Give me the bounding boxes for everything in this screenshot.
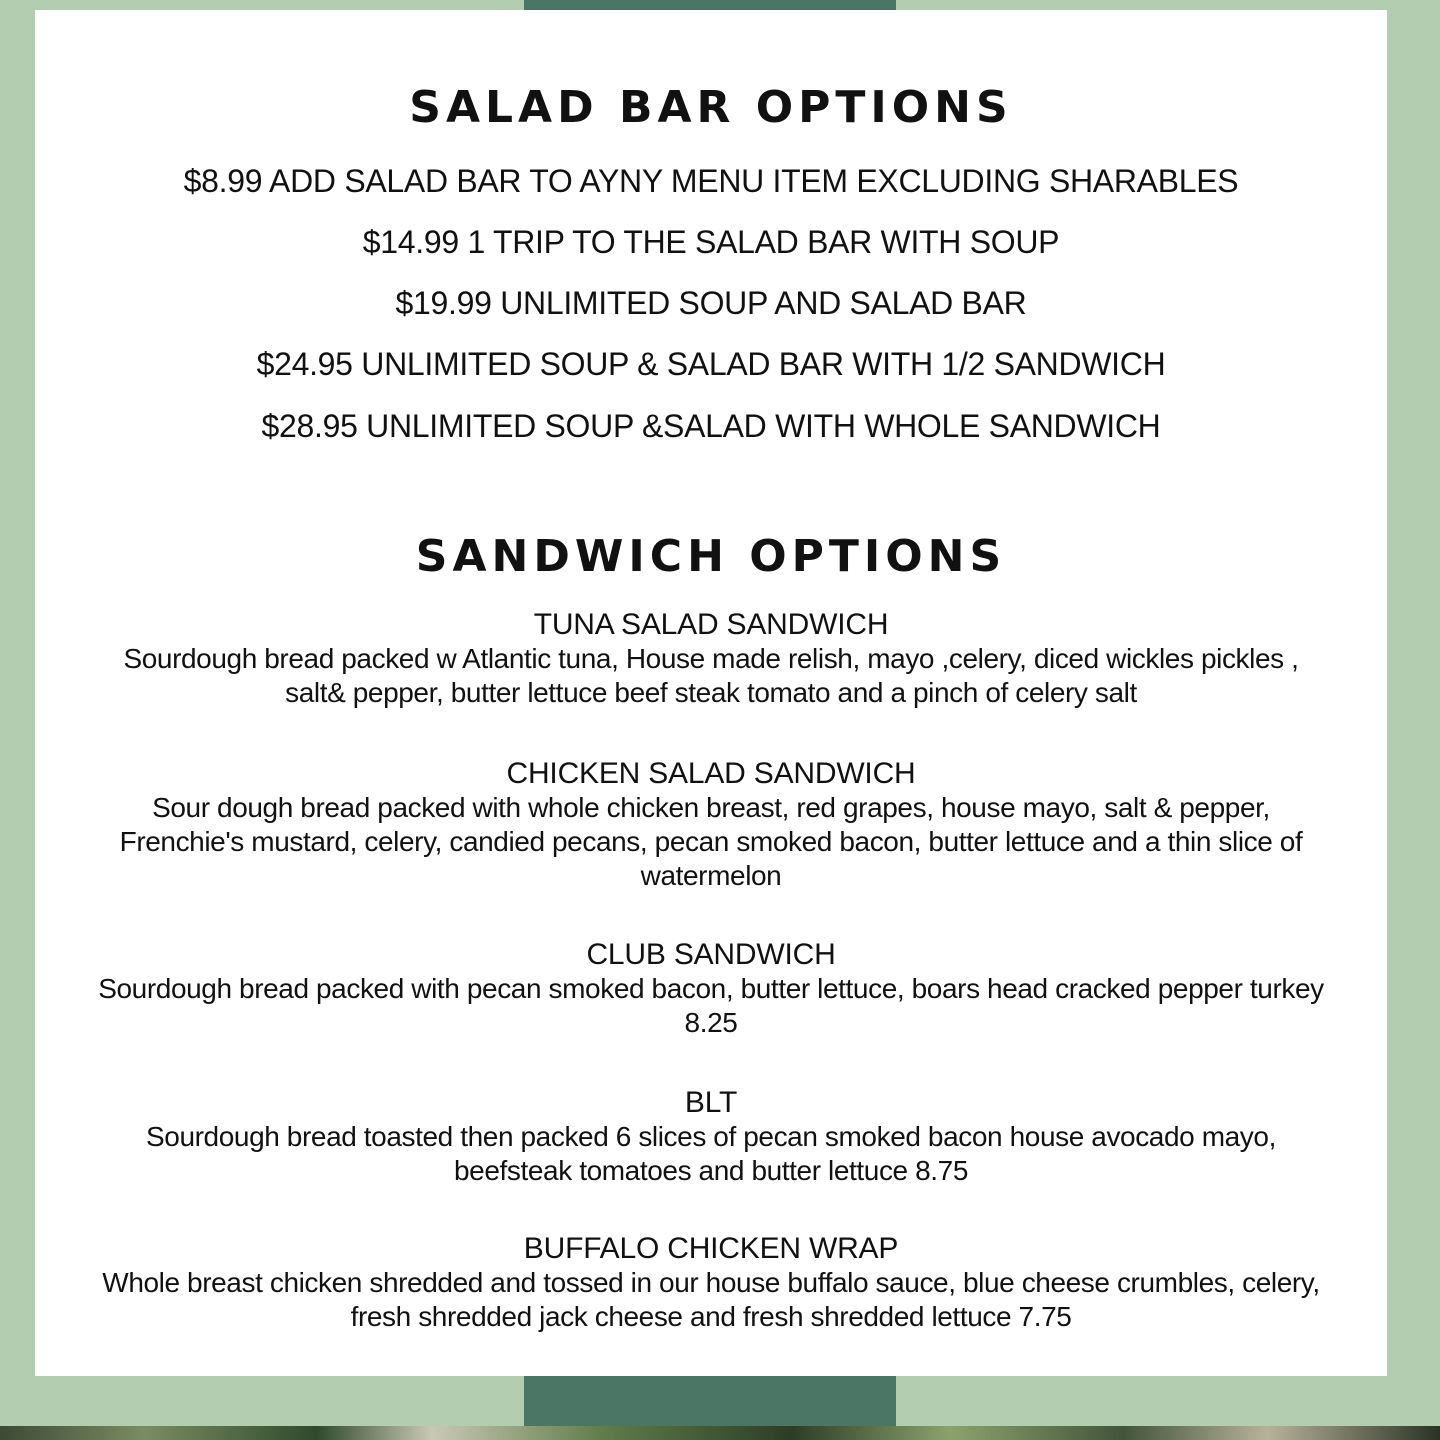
menu-card [35, 10, 1387, 1376]
sandwich-name: CLUB SANDWICH [586, 938, 836, 971]
sandwich-item [95, 608, 1327, 710]
sandwich-description: Whole breast chicken shredded and tossed in our house buffalo sauce, blue cheese crumbles, celery, fresh shredded jack cheese and fresh shredded lettuce 7.75 [102, 1267, 1320, 1332]
sandwich-name: CHICKEN SALAD SANDWICH [506, 757, 916, 790]
sandwich-item [95, 1232, 1327, 1334]
sandwich-options-title: SANDWICH OPTIONS [415, 531, 1007, 582]
salad-bar-option: $28.95 UNLIMITED SOUP &SALAD WITH WHOLE SANDWICH [261, 408, 1161, 444]
sandwich-name: BUFFALO CHICKEN WRAP [523, 1232, 899, 1265]
salad-bar-title: SALAD BAR OPTIONS [409, 82, 1013, 133]
bottom-accent-band [524, 1376, 896, 1426]
top-accent-band [524, 0, 896, 10]
sandwich-description: Sourdough bread packed w Atlantic tuna, House made relish, mayo ,celery, diced wickles pickles , salt& pepper, butter lettuce beef steak tomato and a pinch of celery salt [123, 643, 1299, 708]
sandwich-description: Sour dough bread packed with whole chicken breast, red grapes, house mayo, salt & pepper, Frenchie's mustard, celery, candied pecans, pecan smoked bacon, butter lettuce and a thin slice of watermelon [119, 792, 1303, 891]
salad-bar-option: $8.99 ADD SALAD BAR TO AYNY MENU ITEM EXCLUDING SHARABLES [183, 163, 1239, 199]
sandwich-name: BLT [684, 1086, 738, 1119]
sandwich-name: TUNA SALAD SANDWICH [533, 608, 889, 641]
sandwich-description: Sourdough bread packed with pecan smoked bacon, butter lettuce, boars head cracked pepper turkey 8.25 [98, 973, 1324, 1038]
sandwich-item [95, 1086, 1327, 1188]
sandwich-item [95, 938, 1327, 1040]
salad-bar-option: $24.95 UNLIMITED SOUP & SALAD BAR WITH 1/2 SANDWICH [256, 346, 1166, 382]
sandwich-item [95, 757, 1327, 893]
sandwich-description: Sourdough bread toasted then packed 6 slices of pecan smoked bacon house avocado mayo, beefsteak tomatoes and butter lettuce 8.75 [146, 1121, 1276, 1186]
salad-bar-option: $19.99 UNLIMITED SOUP AND SALAD BAR [395, 285, 1027, 321]
salad-bar-option: $14.99 1 TRIP TO THE SALAD BAR WITH SOUP [362, 224, 1060, 260]
food-photo-strip [0, 1426, 1440, 1440]
